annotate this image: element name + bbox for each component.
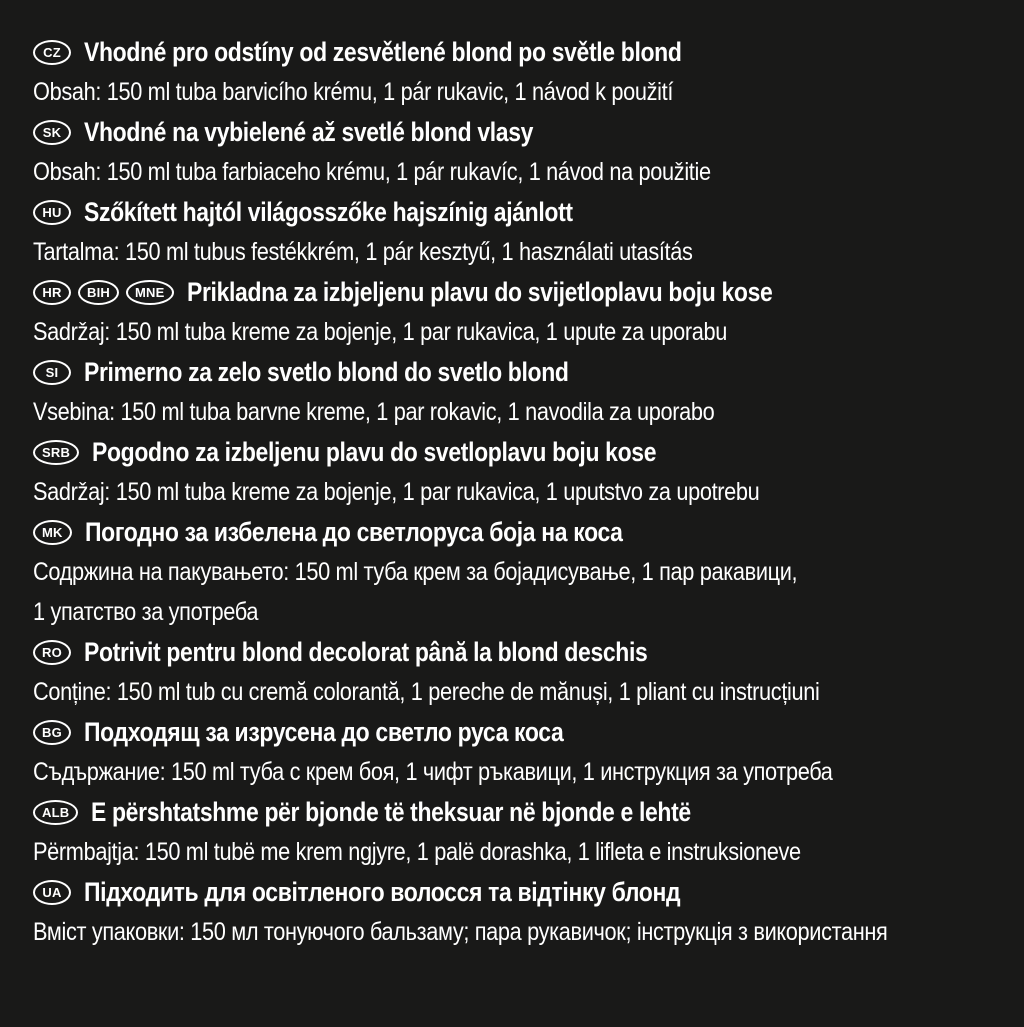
country-code-badge: SRB (33, 440, 79, 465)
language-section (33, 352, 1004, 432)
language-section (33, 792, 1004, 872)
language-section (33, 432, 1004, 512)
contents-text (33, 72, 1004, 112)
contents-line: Sadržaj: 150 ml tuba kreme za bojenje, 1 par rukavica, 1 upute za uporabu (33, 317, 727, 346)
heading-row (33, 632, 1004, 672)
contents-text (33, 232, 1004, 272)
language-section (33, 272, 1004, 352)
language-badges (33, 440, 79, 465)
contents-text (33, 672, 1004, 712)
contents-line-row (33, 752, 1004, 792)
heading-row (33, 432, 1004, 472)
language-section (33, 712, 1004, 792)
heading-row (33, 512, 1004, 552)
language-section (33, 112, 1004, 192)
suitability-heading: Подходящ за изрусена до светло руса коса (84, 716, 564, 747)
country-code-badge: MNE (126, 280, 174, 305)
contents-line: Vsebina: 150 ml tuba barvne kreme, 1 par rokavic, 1 navodila za uporabo (33, 397, 715, 426)
contents-line: Obsah: 150 ml tuba barvicího krému, 1 pár rukavic, 1 návod k použití (33, 77, 674, 106)
country-code-badge: SI (33, 360, 71, 385)
language-badges (33, 280, 174, 305)
country-code-badge: SK (33, 120, 71, 145)
contents-line: Съдържание: 150 ml туба с крем боя, 1 чифт ръкавици, 1 инструкция за употреба (33, 757, 833, 786)
contents-line: Përmbajtja: 150 ml tubë me krem ngjyre, 1 palë dorashka, 1 lifleta e instruksioneve (33, 837, 801, 866)
language-badges (33, 800, 78, 825)
heading-row (33, 192, 1004, 232)
contents-text (33, 752, 1004, 792)
country-code-badge: CZ (33, 40, 71, 65)
contents-line: Содржина на пакувањето: 150 ml туба крем за бојадисување, 1 пар ракавици, (33, 557, 798, 586)
language-section (33, 872, 1004, 952)
language-section (33, 632, 1004, 712)
suitability-heading: Pogodno za izbeljenu plavu do svetloplavu boju kose (92, 436, 657, 467)
contents-line-row (33, 832, 1004, 872)
suitability-heading: Primerno za zelo svetlo blond do svetlo blond (84, 356, 569, 387)
contents-text (33, 912, 1004, 952)
heading-row (33, 32, 1004, 72)
contents-text (33, 392, 1004, 432)
suitability-heading: Vhodné pro odstíny od zesvětlené blond po světle blond (84, 36, 682, 67)
country-code-badge: HR (33, 280, 71, 305)
heading-row (33, 712, 1004, 752)
suitability-heading: Погодно за избелена до светлоруса боја на коса (84, 516, 623, 547)
contents-text (33, 472, 1004, 512)
language-badges (33, 880, 71, 905)
language-badges (33, 360, 71, 385)
suitability-heading: E përshtatshme për bjonde të theksuar në bjonde e lehtë (91, 796, 692, 827)
language-badges (33, 40, 71, 65)
language-section (33, 512, 1004, 632)
suitability-heading: Підходить для освітленого волосся та відтінку блонд (84, 876, 681, 907)
country-code-badge: BIH (78, 280, 119, 305)
language-badges (33, 120, 71, 145)
country-code-badge: RO (33, 640, 71, 665)
suitability-heading: Szőkített hajtól világosszőke hajszínig ajánlott (84, 196, 573, 227)
contents-line-row (33, 552, 1004, 592)
contents-line: Вміст упаковки: 150 мл тонуючого бальзаму; пара рукавичок; інструкція з використання (33, 917, 888, 946)
suitability-heading: Vhodné na vybielené až svetlé blond vlasy (84, 116, 534, 147)
heading-row (33, 872, 1004, 912)
country-code-badge: ALB (33, 800, 78, 825)
contents-line-row (33, 472, 1004, 512)
contents-text (33, 152, 1004, 192)
language-badges (33, 520, 72, 545)
heading-row (33, 272, 1004, 312)
contents-text (33, 312, 1004, 352)
contents-line-row (33, 72, 1004, 112)
contents-text (33, 832, 1004, 872)
contents-line-row (33, 232, 1004, 272)
contents-line-row (33, 672, 1004, 712)
contents-line-row (33, 912, 1004, 952)
suitability-heading: Prikladna za izbjeljenu plavu do svijetloplavu boju kose (186, 276, 772, 307)
country-code-badge: UA (33, 880, 71, 905)
heading-row (33, 352, 1004, 392)
heading-row (33, 112, 1004, 152)
country-code-badge: MK (33, 520, 72, 545)
contents-line: Conține: 150 ml tub cu cremă colorantă, 1 pereche de mănuși, 1 pliant cu instrucțiuni (33, 677, 820, 706)
contents-line: Obsah: 150 ml tuba farbiaceho krému, 1 pár rukavíc, 1 návod na použitie (33, 157, 711, 186)
contents-text (33, 552, 1004, 632)
language-badges (33, 200, 71, 225)
language-badges (33, 640, 71, 665)
country-code-badge: BG (33, 720, 71, 745)
contents-line-row (33, 152, 1004, 192)
heading-row (33, 792, 1004, 832)
contents-line: Sadržaj: 150 ml tuba kreme za bojenje, 1 par rukavica, 1 uputstvo za upotrebu (33, 477, 760, 506)
contents-line: Tartalma: 150 ml tubus festékkrém, 1 pár kesztyű, 1 használati utasítás (33, 237, 693, 266)
language-section (33, 192, 1004, 272)
language-section (33, 32, 1004, 112)
contents-line-row (33, 592, 1004, 632)
language-badges (33, 720, 71, 745)
suitability-heading: Potrivit pentru blond decolorat până la blond deschis (84, 636, 648, 667)
contents-line-row (33, 312, 1004, 352)
country-code-badge: HU (33, 200, 71, 225)
contents-line: 1 упатство за употреба (33, 597, 259, 626)
contents-line-row (33, 392, 1004, 432)
